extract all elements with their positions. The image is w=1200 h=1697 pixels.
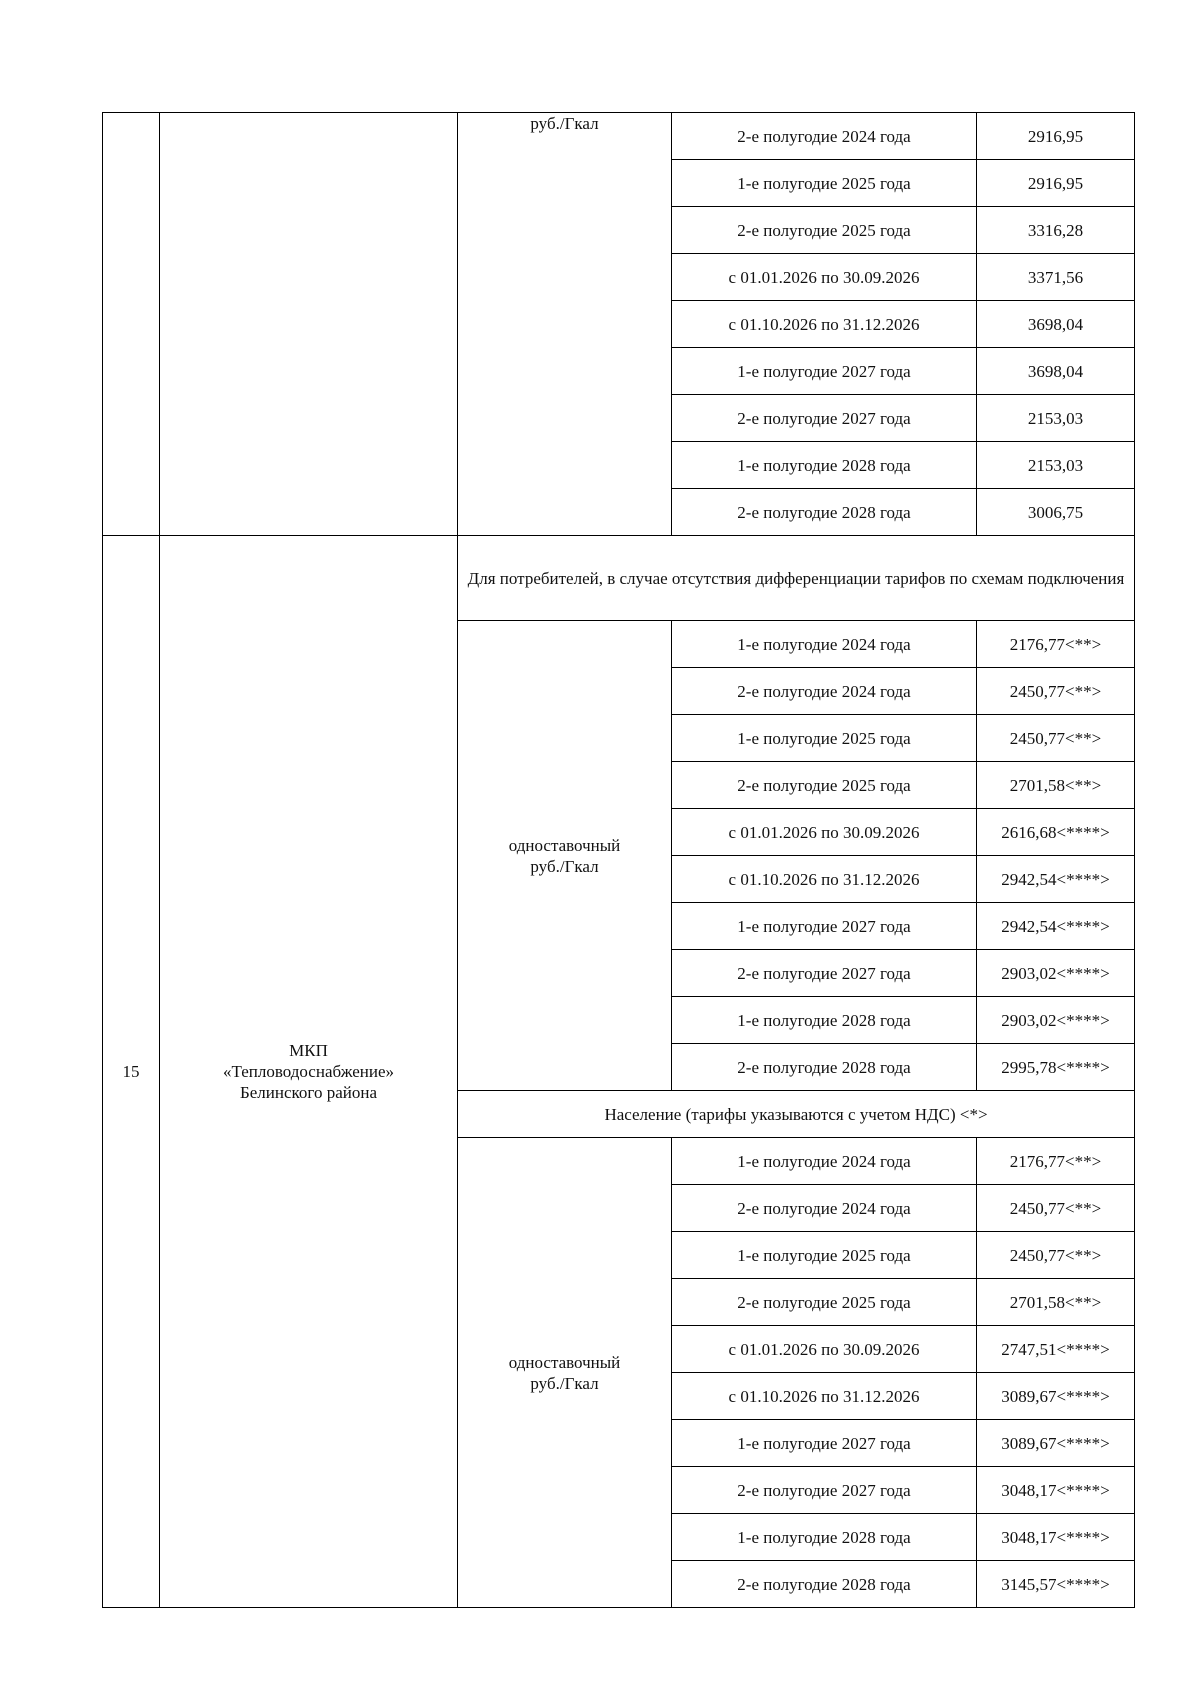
period-cell: 1-е полугодие 2025 года [672,715,977,762]
period-cell: 1-е полугодие 2024 года [672,1138,977,1185]
value-cell: 3089,67<****> [977,1420,1135,1467]
period-cell: 2-е полугодие 2024 года [672,668,977,715]
organization-name-line: Белинского района [239,1083,377,1102]
value-cell: 2995,78<****> [977,1044,1135,1091]
value-cell: 3698,04 [977,301,1135,348]
value-cell: 2176,77<**> [977,621,1135,668]
period-cell: 2-е полугодие 2027 года [672,1467,977,1514]
value-cell: 2153,03 [977,442,1135,489]
period-cell: 2-е полугодие 2024 года [672,113,977,160]
value-cell: 3006,75 [977,489,1135,536]
unit-line: одноставочный [508,1352,621,1372]
period-cell: 2-е полугодие 2028 года [672,1044,977,1091]
organization-name-line: «Тепловодоснабжение» [222,1062,395,1081]
unit-line: руб./Гкал [530,1373,599,1393]
value-cell: 2176,77<**> [977,1138,1135,1185]
group-header-population: Население (тарифы указываются с учетом НДС) <*> [458,1091,1135,1138]
value-cell: 2616,68<****> [977,809,1135,856]
value-cell: 2450,77<**> [977,1185,1135,1232]
unit-cell: руб./Гкал [458,113,672,536]
period-cell: 2-е полугодие 2027 года [672,395,977,442]
value-cell: 2903,02<****> [977,997,1135,1044]
period-cell: 1-е полугодие 2028 года [672,997,977,1044]
value-cell: 3048,17<****> [977,1514,1135,1561]
period-cell: 1-е полугодие 2027 года [672,348,977,395]
period-cell: 2-е полугодие 2028 года [672,1561,977,1608]
period-cell: с 01.10.2026 по 31.12.2026 [672,856,977,903]
period-cell: 2-е полугодие 2024 года [672,1185,977,1232]
period-cell: с 01.01.2026 по 30.09.2026 [672,254,977,301]
value-cell: 2701,58<**> [977,1279,1135,1326]
period-cell: 1-е полугодие 2028 года [672,442,977,489]
value-cell: 3048,17<****> [977,1467,1135,1514]
value-cell: 2942,54<****> [977,856,1135,903]
period-cell: 2-е полугодие 2025 года [672,207,977,254]
table-row [103,113,1135,160]
entry-number-cell: 15 [103,536,160,1608]
organization-name-line: МКП [289,1041,328,1060]
period-cell: 1-е полугодие 2027 года [672,1420,977,1467]
period-cell: с 01.10.2026 по 31.12.2026 [672,301,977,348]
organization-cell-empty [160,113,458,536]
number-cell-empty [103,113,160,536]
period-cell: с 01.01.2026 по 30.09.2026 [672,809,977,856]
value-cell: 2916,95 [977,113,1135,160]
value-cell: 3089,67<****> [977,1373,1135,1420]
value-cell: 2450,77<**> [977,715,1135,762]
organization-cell [160,536,458,1608]
table-row [103,536,1135,621]
period-cell: 1-е полугодие 2024 года [672,621,977,668]
period-cell: 2-е полугодие 2028 года [672,489,977,536]
period-cell: с 01.10.2026 по 31.12.2026 [672,1373,977,1420]
value-cell: 2450,77<**> [977,1232,1135,1279]
period-cell: 2-е полугодие 2025 года [672,762,977,809]
group-header-consumers: Для потребителей, в случае отсутствия дифференциации тарифов по схемам подключения [458,536,1135,621]
period-cell: 1-е полугодие 2028 года [672,1514,977,1561]
period-cell: 1-е полугодие 2027 года [672,903,977,950]
value-cell: 3371,56 [977,254,1135,301]
value-cell: 3145,57<****> [977,1561,1135,1608]
tariff-table [102,112,1135,1608]
unit-line: одноставочный [508,835,621,855]
value-cell: 2747,51<****> [977,1326,1135,1373]
value-cell: 2903,02<****> [977,950,1135,997]
value-cell: 2916,95 [977,160,1135,207]
unit-cell [458,1138,672,1608]
value-cell: 2450,77<**> [977,668,1135,715]
value-cell: 2942,54<****> [977,903,1135,950]
value-cell: 2701,58<**> [977,762,1135,809]
value-cell: 3316,28 [977,207,1135,254]
period-cell: 1-е полугодие 2025 года [672,160,977,207]
period-cell: 2-е полугодие 2025 года [672,1279,977,1326]
period-cell: с 01.01.2026 по 30.09.2026 [672,1326,977,1373]
value-cell: 2153,03 [977,395,1135,442]
unit-cell [458,621,672,1091]
unit-line: руб./Гкал [530,856,599,876]
period-cell: 1-е полугодие 2025 года [672,1232,977,1279]
period-cell: 2-е полугодие 2027 года [672,950,977,997]
value-cell: 3698,04 [977,348,1135,395]
